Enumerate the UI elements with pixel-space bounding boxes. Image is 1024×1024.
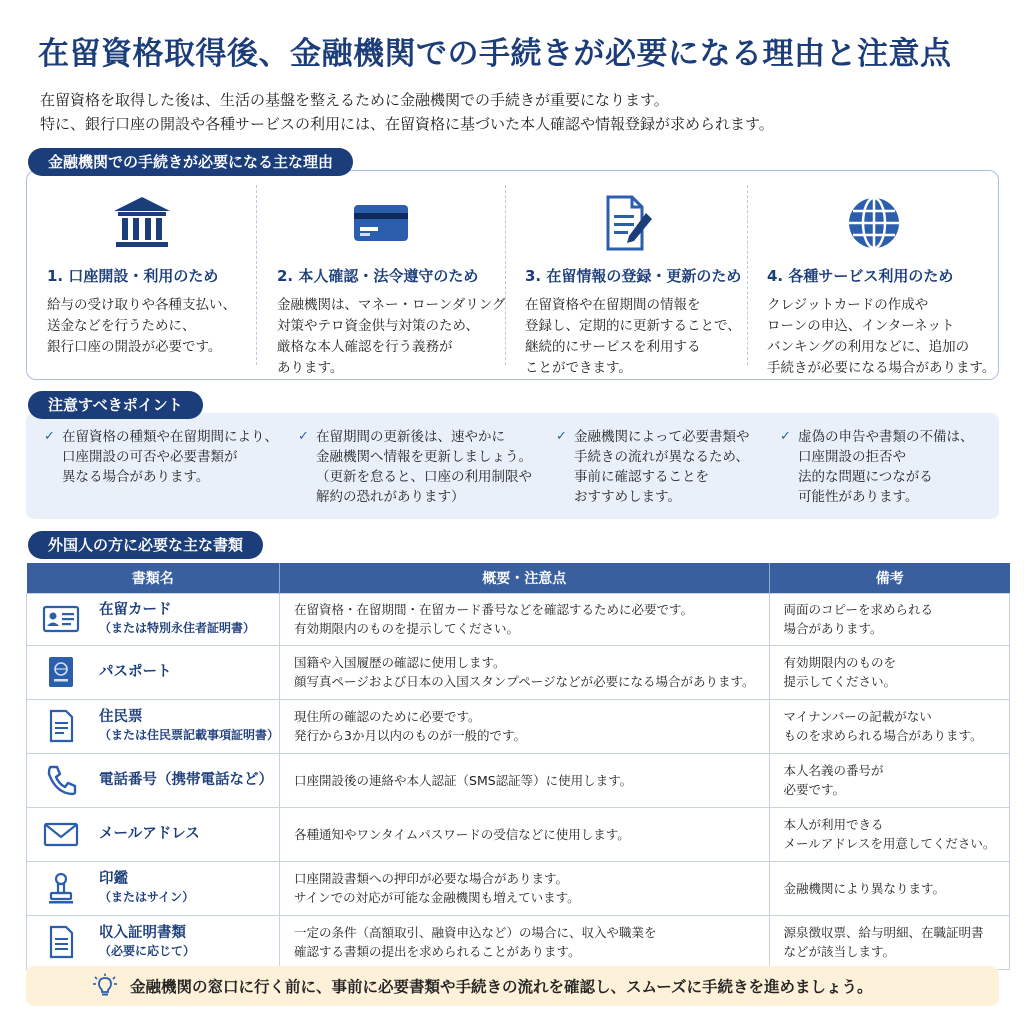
note-line: 提示してください。	[783, 674, 897, 689]
table-row	[27, 753, 1010, 807]
note-line: 有効期限内のものを	[783, 655, 897, 670]
summary-line: 口座開設後の連絡や本人認証（SMS認証等）に使用します。	[294, 772, 633, 788]
reason-title-4: 4. 各種サービス利用のため	[767, 267, 954, 285]
point-line: （更新を怠ると、口座の利用制限や	[316, 469, 532, 485]
document-edit-icon	[594, 193, 658, 253]
summary-line: 一定の条件（高額取引、融資申込など）の場合に、収入や職業を	[294, 925, 657, 940]
intro	[40, 88, 774, 136]
stamp-icon	[41, 871, 81, 905]
reason-body-line: 厳格な本人確認を行う義務が	[277, 339, 453, 355]
id-card-icon	[41, 602, 81, 636]
tip-banner	[26, 966, 999, 1006]
doc-name-cell	[27, 753, 280, 807]
note-line: 本人が利用できる	[783, 817, 884, 832]
reason-body-2	[277, 295, 505, 379]
reason-body-line: 送金などを行うために、	[47, 318, 196, 334]
note-line: 本人名義の番号が	[783, 763, 884, 778]
reason-body-line: あります。	[277, 360, 344, 376]
point-line: 異なる場合があります。	[62, 469, 210, 485]
reason-body-3	[525, 295, 741, 379]
point-item-4	[780, 427, 974, 507]
page-title: 在留資格取得後、金融機関での手続きが必要になる理由と注意点	[38, 36, 952, 72]
doc-sub: （または住民票記載事項証明書）	[99, 728, 280, 742]
table-row	[27, 915, 1010, 969]
passport-icon	[41, 655, 81, 689]
bank-icon	[110, 193, 174, 253]
check-icon: ✓	[44, 429, 55, 444]
table-row	[27, 861, 1010, 915]
point-line: 金融機関へ情報を更新しましょう。	[316, 449, 532, 465]
check-icon: ✓	[780, 429, 791, 444]
reason-card-4	[747, 181, 1000, 376]
reason-card-2	[257, 181, 506, 376]
phone-icon	[41, 763, 81, 797]
doc-sub: （またはサイン）	[99, 890, 195, 904]
reason-title-3: 3. 在留情報の登録・更新のため	[525, 267, 742, 285]
doc-name-cell	[27, 861, 280, 915]
table-row	[27, 593, 1010, 645]
reason-body-4	[767, 295, 995, 379]
note-line: マイナンバーの記載がない	[783, 709, 932, 724]
table-row	[27, 699, 1010, 753]
point-line: 虚偽の申告や書類の不備は、	[798, 429, 974, 445]
reason-body-line: 継続的にサービスを利用する	[525, 339, 701, 355]
points-section-label: 注意すべきポイント	[28, 391, 203, 419]
doc-sub: （必要に応じて）	[99, 944, 196, 958]
doc-name-cell	[27, 915, 280, 969]
points-panel	[26, 413, 999, 519]
point-item-1	[44, 427, 278, 487]
point-item-3	[556, 427, 750, 507]
doc-note-cell	[769, 915, 1010, 969]
doc-name: メールアドレス	[99, 825, 200, 842]
reason-body-line: 在留資格や在留期間の情報を	[525, 297, 701, 313]
check-icon: ✓	[298, 429, 309, 444]
point-line: 解約の恐れがあります）	[316, 489, 465, 505]
summary-line: 顔写真ページおよび日本の入国スタンプページなどが必要になる場合があります。	[294, 674, 755, 689]
check-icon: ✓	[556, 429, 567, 444]
table-header-row	[27, 563, 1010, 593]
point-line: 手続きの流れが異なるため、	[574, 449, 749, 465]
doc-note-cell	[769, 861, 1010, 915]
doc-note-cell	[769, 807, 1010, 861]
note-line: 金融機関により異なります。	[783, 880, 946, 896]
summary-line: サインでの対応が可能な金融機関も増えています。	[294, 890, 580, 905]
lightbulb-icon	[92, 973, 118, 999]
point-line: 在留資格の種類や在留期間により、	[62, 429, 278, 445]
doc-name: 印鑑	[99, 871, 128, 887]
doc-name-cell	[27, 699, 280, 753]
doc-summary-cell	[280, 699, 770, 753]
mail-icon	[41, 817, 81, 851]
doc-name-cell	[27, 593, 280, 645]
doc-summary-cell	[280, 915, 770, 969]
note-line: 源泉徴収票、給与明細、在職証明書	[783, 925, 984, 940]
summary-line: 在留資格・在留期間・在留カード番号などを確認するために必要です。	[294, 602, 694, 617]
note-line: 場合があります。	[783, 621, 883, 636]
doc-summary-cell	[280, 645, 770, 699]
reasons-section-label: 金融機関での手続きが必要になる主な理由	[28, 148, 353, 176]
note-line: 必要です。	[783, 782, 846, 797]
point-line: 事前に確認することを	[574, 469, 709, 485]
reason-body-line: ローンの申込、インターネット	[767, 318, 955, 334]
summary-line: 現住所の確認のために必要です。	[294, 709, 481, 724]
reasons-panel	[26, 170, 999, 380]
table-row	[27, 807, 1010, 861]
doc-name: パスポート	[99, 663, 172, 680]
doc-name-cell	[27, 807, 280, 861]
doc-summary-cell	[280, 807, 770, 861]
reason-body-line: クレジットカードの作成や	[767, 297, 929, 313]
tip-text: 金融機関の窓口に行く前に、事前に必要書類や手続きの流れを確認し、スムーズに手続きを進めましょう。	[130, 978, 873, 996]
doc-name-cell	[27, 645, 280, 699]
point-line: 口座開設の拒否や	[798, 449, 906, 465]
summary-line: 各種通知やワンタイムパスワードの受信などに使用します。	[294, 826, 630, 842]
reason-body-line: 給与の受け取りや各種支払い、	[47, 297, 236, 313]
summary-line: 国籍や入国履歴の確認に使用します。	[294, 655, 506, 670]
reason-card-1	[27, 181, 257, 371]
globe-icon	[842, 193, 906, 253]
point-line: 口座開設の可否や必要書類が	[62, 449, 238, 465]
doc-name: 収入証明書類	[99, 925, 186, 941]
note-line: ものを求められる場合があります。	[783, 728, 983, 743]
note-line: メールアドレスを用意してください。	[783, 836, 996, 851]
note-line: などが該当します。	[783, 944, 896, 959]
reason-body-line: ことができます。	[525, 360, 632, 376]
reason-body-1	[47, 295, 236, 358]
point-item-2	[298, 427, 532, 507]
header-note: 備考	[769, 563, 1010, 593]
table-row	[27, 645, 1010, 699]
reason-body-line: 登録し、定期的に更新することで、	[525, 318, 741, 334]
note-line: 両面のコピーを求められる	[783, 602, 934, 617]
summary-line: 有効期限内のものを提示してください。	[294, 621, 520, 636]
reason-body-line: 金融機関は、マネー・ローンダリング	[277, 297, 506, 313]
header-name: 書類名	[27, 563, 280, 593]
point-line: 在留期間の更新後は、速やかに	[316, 429, 505, 445]
doc-name: 住民票	[99, 709, 143, 725]
header-summary: 概要・注意点	[280, 563, 770, 593]
doc-note-cell	[769, 699, 1010, 753]
doc-name: 電話番号（携帯電話など）	[99, 771, 273, 788]
reason-card-3	[505, 181, 747, 376]
point-line: おすすめします。	[574, 489, 682, 505]
reason-body-line: バンキングの利用などに、追加の	[767, 339, 970, 355]
intro-line-1: 在留資格を取得した後は、生活の基盤を整えるために金融機関での手続きが重要になります。	[40, 91, 669, 109]
doc-summary-cell	[280, 861, 770, 915]
summary-line: 確認する書類の提出を求められることがあります。	[294, 944, 581, 959]
point-line: 金融機関によって必要書類や	[574, 429, 750, 445]
doc-note-cell	[769, 593, 1010, 645]
income-document-icon	[41, 925, 81, 959]
doc-summary-cell	[280, 593, 770, 645]
doc-note-cell	[769, 753, 1010, 807]
reason-title-2: 2. 本人確認・法令遵守のため	[277, 267, 479, 285]
intro-line-2: 特に、銀行口座の開設や各種サービスの利用には、在留資格に基づいた本人確認や情報登録が求められます。	[40, 115, 774, 133]
reason-title-1: 1. 口座開設・利用のため	[47, 267, 219, 285]
documents-section-label: 外国人の方に必要な主な書類	[28, 531, 263, 559]
reason-body-line: 対策やテロ資金供与対策のため、	[277, 318, 479, 334]
summary-line: 発行から3か月以内のものが一般的です。	[294, 728, 526, 743]
point-line: 法的な問題につながる	[798, 469, 933, 485]
doc-summary-cell	[280, 753, 770, 807]
doc-sub: （または特別永住者証明書）	[99, 621, 256, 635]
reason-body-line: 手続きが必要になる場合があります。	[767, 360, 996, 376]
doc-name: 在留カード	[99, 602, 172, 618]
document-icon	[41, 709, 81, 743]
documents-table	[26, 563, 1010, 970]
reason-body-line: 銀行口座の開設が必要です。	[47, 339, 222, 355]
summary-line: 口座開設書類への押印が必要な場合があります。	[294, 871, 569, 886]
point-line: 可能性があります。	[798, 489, 919, 505]
doc-note-cell	[769, 645, 1010, 699]
credit-card-icon	[349, 193, 413, 253]
